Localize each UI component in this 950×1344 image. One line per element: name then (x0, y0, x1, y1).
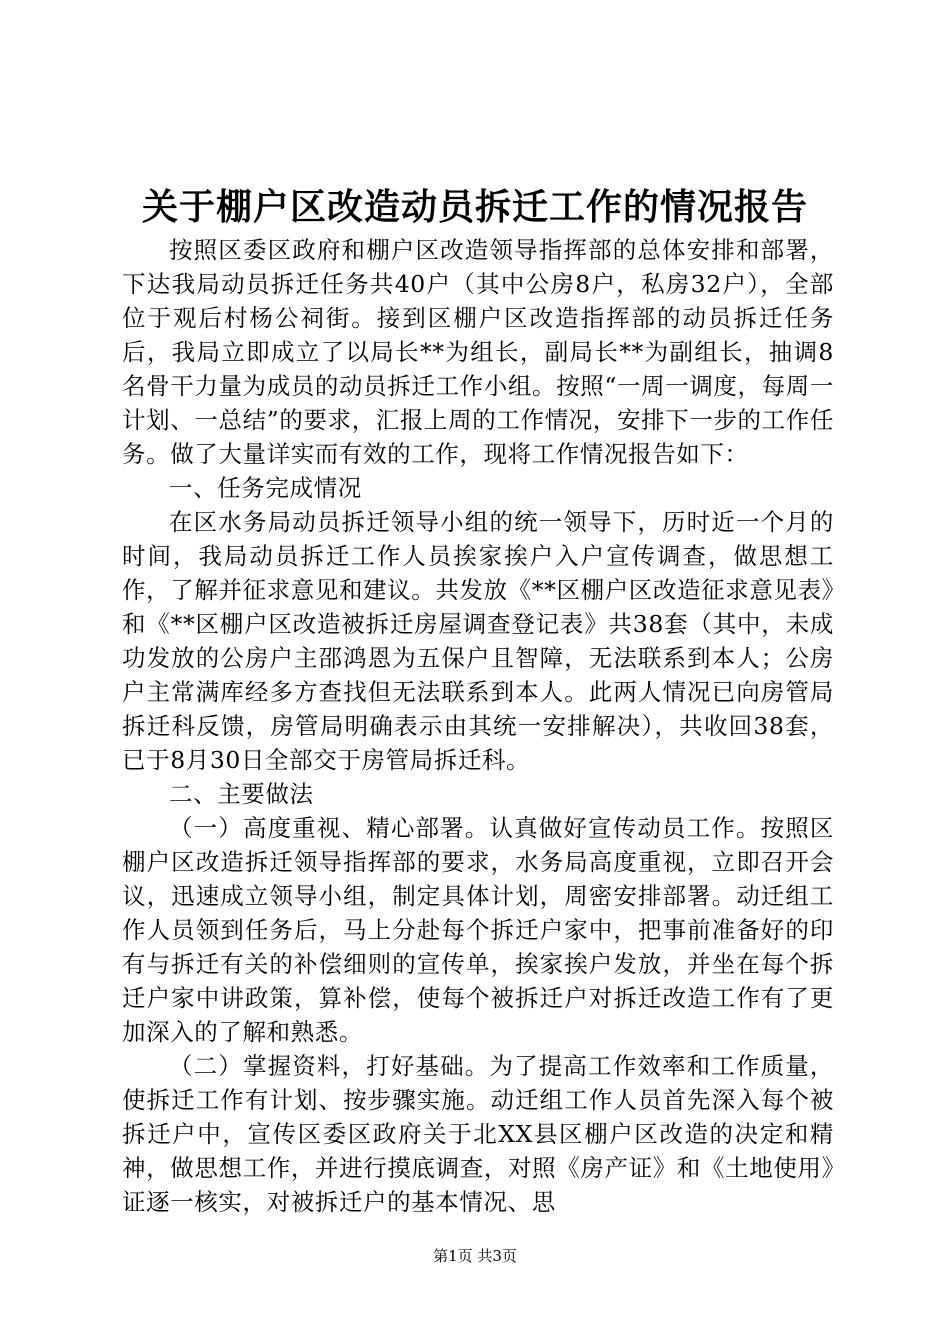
document-title: 关于棚户区改造动员拆迁工作的情况报告 (141, 186, 808, 228)
section-heading-main-methods: 二、主要做法 (169, 780, 314, 808)
section-heading-task-completion: 一、任务完成情况 (169, 474, 362, 502)
method-one-paragraph: （一）高度重视、精心部署。认真做好宣传动员工作。按照区棚户区改造拆迁领导指挥部的要求，水务局高度重视，立即召开会议，迅速成立领导小组，制定具体计划，周密安排部署。动迁组工作人员领到任务后，马上分赴每个拆迁户家中，把事前准备好的印有与拆迁有关的补偿细则的宣传单，挨家挨户发放，并坐在每个拆迁户家中讲政策，算补偿，使每个被拆迁户对拆迁改造工作有了更加深入的了解和熟悉。 (122, 814, 834, 1046)
document-body (122, 233, 834, 1219)
intro-paragraph: 按照区委区政府和棚户区改造领导指挥部的总体安排和部署，下达我局动员拆迁任务共40户（其中公房8户，私房32户），全部位于观后村杨公祠街。接到区棚户区改造指挥部的动员拆迁任务后，我局立即成立了以局长**为组长，副局长**为副组长，抽调8名骨干力量为成员的动员拆迁工作小组。按照“一周一调度，每周一计划、一总结”的要求，汇报上周的工作情况，安排下一步的工作任务。做了大量详实而有效的工作，现将工作情况报告如下： (122, 236, 834, 468)
method-two-paragraph: （二）掌握资料，打好基础。为了提高工作效率和工作质量，使拆迁工作有计划、按步骤实施。动迁组工作人员首先深入每个被拆迁户中，宣传区委区政府关于北XX县区棚户区改造的决定和精神，做思想工作，并进行摸底调查，对照《房产证》和《土地使用》证逐一核实，对被拆迁户的基本情况、思 (122, 1052, 834, 1216)
page-number-footer: 第1页 共3页 (433, 1247, 517, 1265)
task-completion-paragraph: 在区水务局动员拆迁领导小组的统一领导下，历时近一个月的时间，我局动员拆迁工作人员挨家挨户入户宣传调查，做思想工作，了解并征求意见和建议。共发放《**区棚户区改造征求意见表》和《**区棚户区改造被拆迁房屋调查登记表》共38套（其中，未成功发放的公房户主邵鸿恩为五保户且智障，无法联系到本人；公房户主常满库经多方查找但无法联系到本人。此两人情况已向房管局拆迁科反馈，房管局明确表示由其统一安排解决），共收回38套，已于8月30日全部交于房管局拆迁科。 (122, 508, 834, 774)
